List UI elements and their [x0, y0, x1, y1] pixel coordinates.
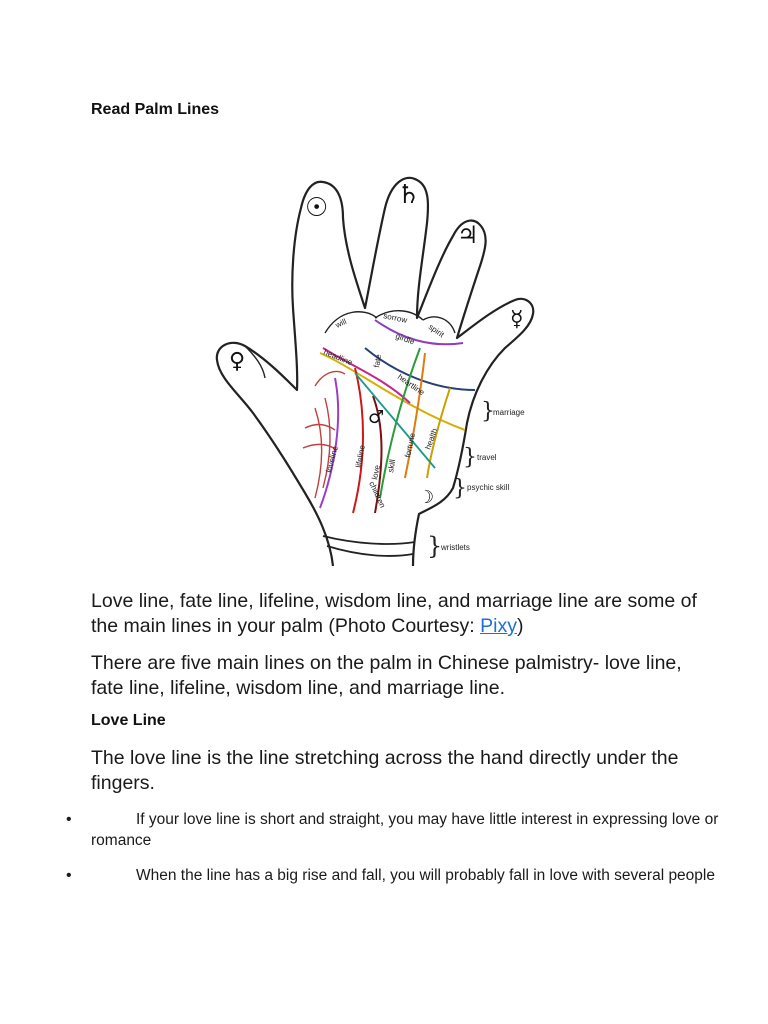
palm-diagram-svg: [205, 168, 535, 568]
psychic-brace: }: [453, 476, 467, 501]
label-will: will: [334, 316, 348, 330]
love-line-paragraph: The love line is the line stretching across the hand directly under the fingers.: [91, 747, 679, 794]
bullet-icon: •: [66, 811, 72, 828]
label-skill: skill: [386, 458, 398, 474]
label-headline: headline: [322, 347, 354, 368]
label-spirit: spirit: [426, 322, 446, 340]
figure-caption: [91, 589, 711, 639]
mercury-symbol-icon: ☿: [510, 307, 524, 332]
label-love: love: [370, 464, 383, 481]
label-sorrow: sorrow: [382, 311, 408, 325]
red-line-5: [315, 371, 345, 386]
label-girdle: girdle: [394, 331, 416, 347]
label-health: health: [423, 427, 440, 451]
will-arc: [325, 312, 377, 333]
label-fortune: fortune: [403, 432, 418, 459]
photo-credit-link[interactable]: Pixy: [480, 615, 517, 637]
label-heartline: heartline: [395, 372, 427, 398]
loveline-line: [320, 378, 338, 508]
love-line-bullet-list: [0, 809, 768, 886]
list-item: [66, 809, 768, 851]
red-line-2: [323, 398, 330, 488]
label-marriage: marriage: [493, 408, 525, 417]
section-heading-love-line: Love Line: [91, 712, 166, 729]
label-psychic-skill: psychic skill: [467, 483, 510, 492]
moon-symbol-icon: ☽: [418, 487, 435, 508]
page-title: Read Palm Lines: [91, 101, 220, 118]
sun-symbol-icon: ☉: [305, 193, 329, 223]
label-fate: fate: [372, 353, 384, 369]
caption-text: Love line, fate line, lifeline, wisdom line, and marriage line are some of the main lines in your palm (Photo Courtesy:: [91, 590, 697, 637]
intro-paragraph: There are five main lines on the palm in Chinese palmistry- love line, fate line, lifeline, wisdom line, and marriage line.: [91, 652, 682, 699]
wristlet-line-2: [327, 546, 413, 556]
label-lifeline: lifeline: [354, 444, 367, 469]
venus-symbol-icon: ♀: [229, 349, 246, 374]
label-travel: travel: [477, 453, 497, 462]
bullet-text: If your love line is short and straight, you may have little interest in expressing love or romance: [91, 811, 719, 849]
palm-diagram: [205, 168, 535, 568]
marriage-brace: }: [481, 399, 495, 424]
thumb-crease: [245, 346, 265, 378]
bullet-icon: •: [66, 867, 72, 884]
mars-symbol-icon: ♂: [368, 407, 385, 428]
label-loveline: loveline: [324, 444, 340, 474]
saturn-symbol-icon: ♄: [397, 180, 421, 210]
wristlets-brace: }: [427, 532, 443, 560]
label-wristlets: wristlets: [441, 543, 470, 552]
wristlet-line-1: [323, 536, 415, 544]
travel-brace: }: [463, 445, 477, 470]
jupiter-symbol-icon: ♃: [457, 221, 479, 249]
list-item: [66, 865, 768, 886]
heartline-line: [365, 348, 475, 390]
bullet-text: When the line has a big rise and fall, you will probably fall in love with several people: [136, 867, 715, 884]
label-children: children: [367, 480, 388, 510]
red-line-1: [315, 408, 322, 498]
fortune-line: [405, 353, 425, 478]
caption-suffix: ): [516, 615, 524, 637]
lifeline-line: [353, 368, 363, 513]
